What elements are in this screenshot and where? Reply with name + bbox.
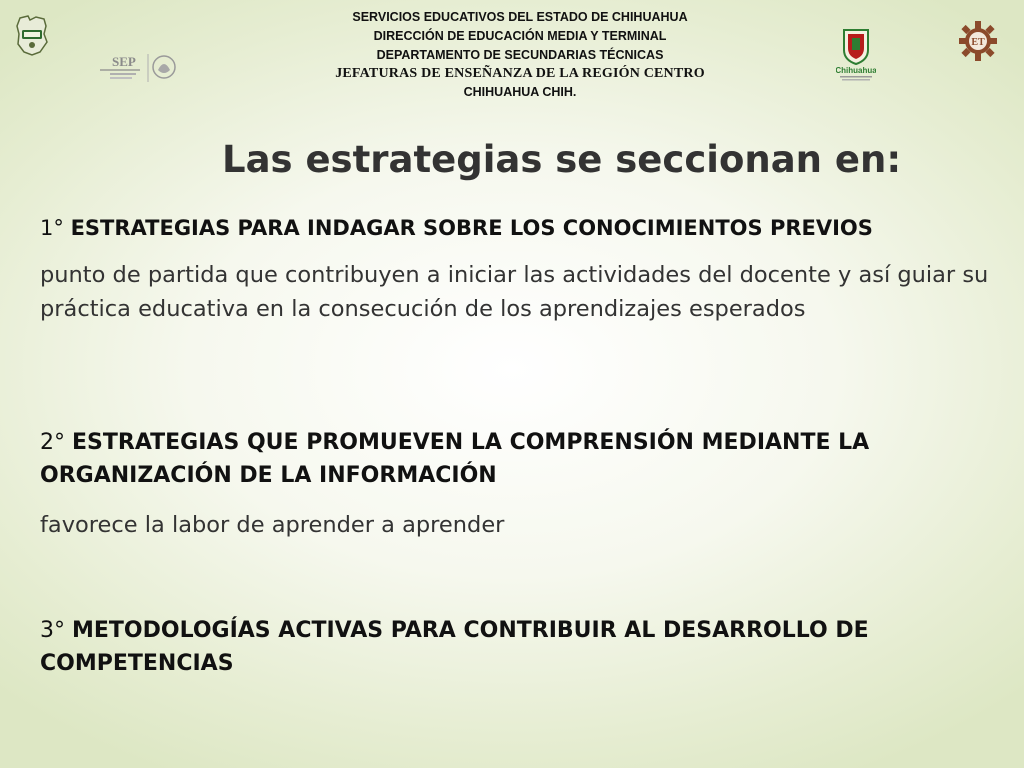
header-line-3: DEPARTAMENTO DE SECUNDARIAS TÉCNICAS [376,48,664,62]
section-1-title: ESTRATEGIAS PARA INDAGAR SOBRE LOS CONOCIMIENTOS PREVIOS [70,216,873,240]
section-1-body: punto de partida que contribuyen a iniciar las actividades del docente y así guiar su práctica educativa en la consecución de los aprendizajes esperados [40,262,989,322]
section-1-number: 1° [40,216,64,240]
svg-text:Chihuahua: Chihuahua [836,66,876,75]
slide-title: Las estrategias se seccionan en: [222,138,902,181]
section-3-title: METODOLOGÍAS ACTIVAS PARA CONTRIBUIR AL DESARROLLO DE COMPETENCIAS [40,618,869,676]
section-3-number: 3° [40,618,65,643]
svg-text:ET: ET [971,37,985,48]
header-line-4: JEFATURAS DE ENSEÑANZA DE LA REGIÓN CENTRO [335,66,705,81]
header-line-5: CHIHUAHUA CHIH. [463,85,577,99]
section-2-title: ESTRATEGIAS QUE PROMUEVEN LA COMPRENSIÓN MEDIANTE LA ORGANIZACIÓN DE LA INFORMACIÓN [40,430,870,488]
header-line-1: SERVICIOS EDUCATIVOS DEL ESTADO DE CHIHUAHUA [352,10,688,24]
sep-logo-icon [98,50,180,84]
section-2-heading [40,426,960,492]
svg-text:SEP: SEP [112,54,136,69]
institution-header [240,8,800,102]
state-shield-icon [14,14,50,56]
section-2-body: favorece la labor de aprender a aprender [40,512,505,538]
header-line-2: DIRECCIÓN DE EDUCACIÓN MEDIA Y TERMINAL [373,29,667,43]
section-2-number: 2° [40,430,65,455]
chihuahua-crest-icon [836,26,876,84]
section-1-heading [40,212,873,245]
technical-school-gear-icon [958,20,998,62]
section-3-heading [40,614,970,680]
